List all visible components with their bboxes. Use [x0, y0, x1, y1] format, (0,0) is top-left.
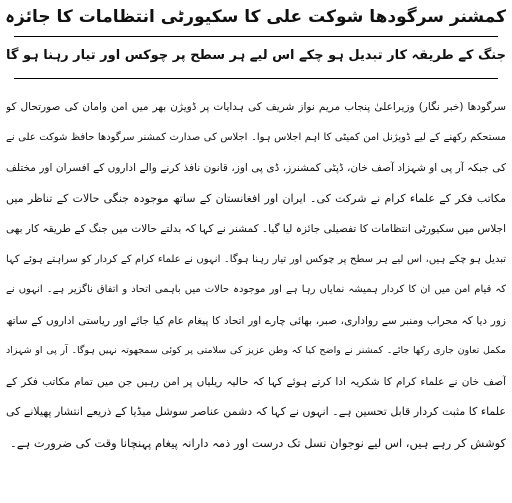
headline-divider [14, 36, 498, 37]
body-line: علماء کا مثبت کردار قابل تحسین ہے۔ انہوں نے کہا کہ دشمن عناصر سوشل میڈیا کے ذریعے انتشار پھیلانے کی [6, 405, 506, 418]
body-line: کوشش کر رہے ہیں، اس لیے نوجوان نسل تک درست اور ذمہ دارانہ پیغام پہنچانا وقت کی ضرورت ہے۔ [10, 435, 506, 450]
subheadline-divider [14, 78, 498, 79]
body-line: مستحکم رکھنے کے لیے ڈویژنل امن کمیٹی کا اہم اجلاس ہوا۔ اجلاس کی صدارت کمشنر سرگودھا حافظ شوکت علی نے [6, 131, 506, 143]
headline: کمشنر سرگودھا شوکت علی کا سکیورٹی انتظامات کا جائزہ [5, 7, 506, 27]
body-line: مکاتب فکر کے علماء کرام نے شرکت کی۔ ایران اور افغانستان کے ساتھ موجودہ جنگی حالات کے تناظر میں [6, 191, 506, 205]
body-line: تبدیل ہو چکے ہیں، اس لیے ہر سطح پر چوکس اور تیار رہنا ہوگا۔ انہوں نے علماء کرام کے کردار کو سراہتے ہوئے کہا [6, 253, 506, 265]
subheadline: جنگ کے طریقہ کار تبدیل ہو چکے اس لیے ہر سطح پر چوکس اور تیار رہنا ہو گا [6, 48, 506, 63]
body-line: مکمل تعاون جاری رکھا جائے۔ کمشنر نے واضح کیا کہ وطن عزیز کی سلامتی پر کوئی سمجھوتہ نہیں ہوگا۔ آر پی او شہزاد [6, 345, 506, 356]
article-body [6, 92, 506, 458]
body-line: کی جبکہ آر پی او شہزاد آصف خان، ڈپٹی کمشنرز، ڈی پی اوز، قانون نافذ کرنے والے اداروں کے افسران اور مختلف [6, 162, 506, 174]
body-line: کہ قیام امن میں ان کا کردار ہمیشہ نمایاں رہا ہے اور موجودہ حالات میں باہمی اتحاد و اتفاق ناگزیر ہے۔ انہوں نے [6, 284, 506, 295]
body-line: زور دیا کہ محراب ومنبر سے رواداری، صبر، بھائی چارے اور اتحاد کا پیغام عام کیا جائے اور ریاستی اداروں کے ساتھ [6, 314, 506, 327]
body-line: سرگودھا (خبر نگار) وزیراعلیٰ پنجاب مریم نواز شریف کی ہدایات پر ڈویژن بھر میں امن وامان کی صورتحال کو [6, 101, 506, 113]
body-line: اجلاس میں سکیورٹی انتظامات کا تفصیلی جائزہ لیا گیا۔ کمشنر نے کہا کہ بدلتے حالات میں جنگ کے طریقہ کار بھی [6, 223, 506, 235]
body-line: آصف خان نے علماء کرام کا شکریہ ادا کرتے ہوئے کہا کہ حالیہ ریلیاں پر امن رہیں جن میں تمام مکاتب فکر کے [6, 375, 506, 388]
